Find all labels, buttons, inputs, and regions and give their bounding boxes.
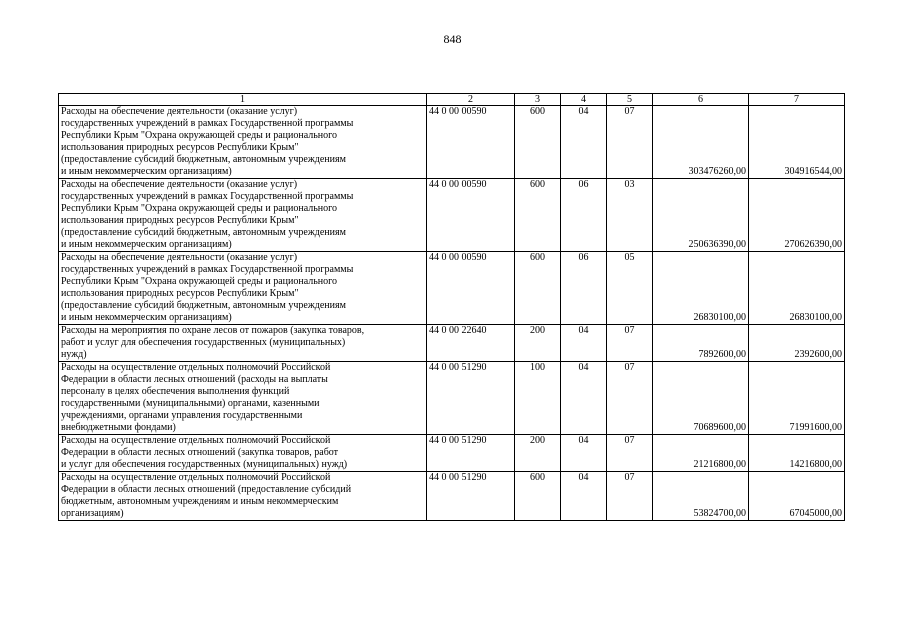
subsection-code: 03 <box>607 179 653 252</box>
header-cell: 2 <box>427 94 515 106</box>
table-row <box>59 106 845 179</box>
target-article-code: 44 0 00 00590 <box>427 106 515 179</box>
subsection-code: 07 <box>607 325 653 362</box>
table-row <box>59 362 845 435</box>
header-cell: 6 <box>653 94 749 106</box>
amount-column-7: 304916544,00 <box>749 106 845 179</box>
amount-column-7: 270626390,00 <box>749 179 845 252</box>
amount-column-6: 53824700,00 <box>653 472 749 521</box>
expense-type-code: 600 <box>515 106 561 179</box>
amount-column-7: 26830100,00 <box>749 252 845 325</box>
target-article-code: 44 0 00 22640 <box>427 325 515 362</box>
expense-type-code: 600 <box>515 252 561 325</box>
table-row <box>59 325 845 362</box>
amount-column-6: 250636390,00 <box>653 179 749 252</box>
subsection-code: 07 <box>607 472 653 521</box>
target-article-code: 44 0 00 51290 <box>427 472 515 521</box>
amount-column-7: 67045000,00 <box>749 472 845 521</box>
expense-description: Расходы на осуществление отдельных полномочий Российской Федерации в области лесных отношений (закупка товаров, работ и услуг для обеспечения государственных (муниципальных) нужд) <box>59 435 427 472</box>
header-cell: 7 <box>749 94 845 106</box>
header-cell: 1 <box>59 94 427 106</box>
section-code: 04 <box>561 106 607 179</box>
table-row <box>59 252 845 325</box>
target-article-code: 44 0 00 00590 <box>427 179 515 252</box>
section-code: 04 <box>561 435 607 472</box>
page-number: 848 <box>443 32 462 46</box>
amount-column-7: 2392600,00 <box>749 325 845 362</box>
expense-description: Расходы на осуществление отдельных полномочий Российской Федерации в области лесных отношений (расходы на выплаты персоналу в целях обеспечения выполнения функций государственными (муниципальными) органами, казенными учреждениями, органами управления государственными внебюджетными фондами) <box>59 362 427 435</box>
expense-type-code: 200 <box>515 325 561 362</box>
header-cell: 4 <box>561 94 607 106</box>
target-article-code: 44 0 00 00590 <box>427 252 515 325</box>
expense-type-code: 100 <box>515 362 561 435</box>
expense-description: Расходы на обеспечение деятельности (оказание услуг) государственных учреждений в рамках Государственной программы Республики Крым "Охрана окружающей среды и рационального использования природных ресурсов Республики Крым" (предоставление субсидий бюджетным, автономным учреждениям и иным некоммерческим организациям) <box>59 179 427 252</box>
amount-column-6: 70689600,00 <box>653 362 749 435</box>
target-article-code: 44 0 00 51290 <box>427 362 515 435</box>
header-cell: 3 <box>515 94 561 106</box>
section-code: 06 <box>561 252 607 325</box>
table-row <box>59 179 845 252</box>
amount-column-6: 21216800,00 <box>653 435 749 472</box>
amount-column-6: 7892600,00 <box>653 325 749 362</box>
expense-description: Расходы на обеспечение деятельности (оказание услуг) государственных учреждений в рамках Государственной программы Республики Крым "Охрана окружающей среды и рационального использования природных ресурсов Республики Крым" (предоставление субсидий бюджетным, автономным учреждениям и иным некоммерческим организациям) <box>59 106 427 179</box>
table-row <box>59 472 845 521</box>
section-code: 06 <box>561 179 607 252</box>
expense-description: Расходы на осуществление отдельных полномочий Российской Федерации в области лесных отношений (предоставление субсидий бюджетным, автономным учреждениям и иным некоммерческим организациям) <box>59 472 427 521</box>
expense-type-code: 600 <box>515 179 561 252</box>
amount-column-7: 71991600,00 <box>749 362 845 435</box>
table-row <box>59 435 845 472</box>
expense-description: Расходы на обеспечение деятельности (оказание услуг) государственных учреждений в рамках Государственной программы Республики Крым "Охрана окружающей среды и рационального использования природных ресурсов Республики Крым" (предоставление субсидий бюджетным, автономным учреждениям и иным некоммерческим организациям) <box>59 252 427 325</box>
header-cell: 5 <box>607 94 653 106</box>
amount-column-7: 14216800,00 <box>749 435 845 472</box>
subsection-code: 05 <box>607 252 653 325</box>
subsection-code: 07 <box>607 362 653 435</box>
section-code: 04 <box>561 325 607 362</box>
budget-table <box>58 93 845 521</box>
amount-column-6: 303476260,00 <box>653 106 749 179</box>
subsection-code: 07 <box>607 106 653 179</box>
section-code: 04 <box>561 472 607 521</box>
expense-type-code: 200 <box>515 435 561 472</box>
expense-type-code: 600 <box>515 472 561 521</box>
table-header-row <box>59 94 845 106</box>
section-code: 04 <box>561 362 607 435</box>
expense-description: Расходы на мероприятия по охране лесов от пожаров (закупка товаров, работ и услуг для обеспечения государственных (муниципальных) нужд) <box>59 325 427 362</box>
amount-column-6: 26830100,00 <box>653 252 749 325</box>
subsection-code: 07 <box>607 435 653 472</box>
target-article-code: 44 0 00 51290 <box>427 435 515 472</box>
